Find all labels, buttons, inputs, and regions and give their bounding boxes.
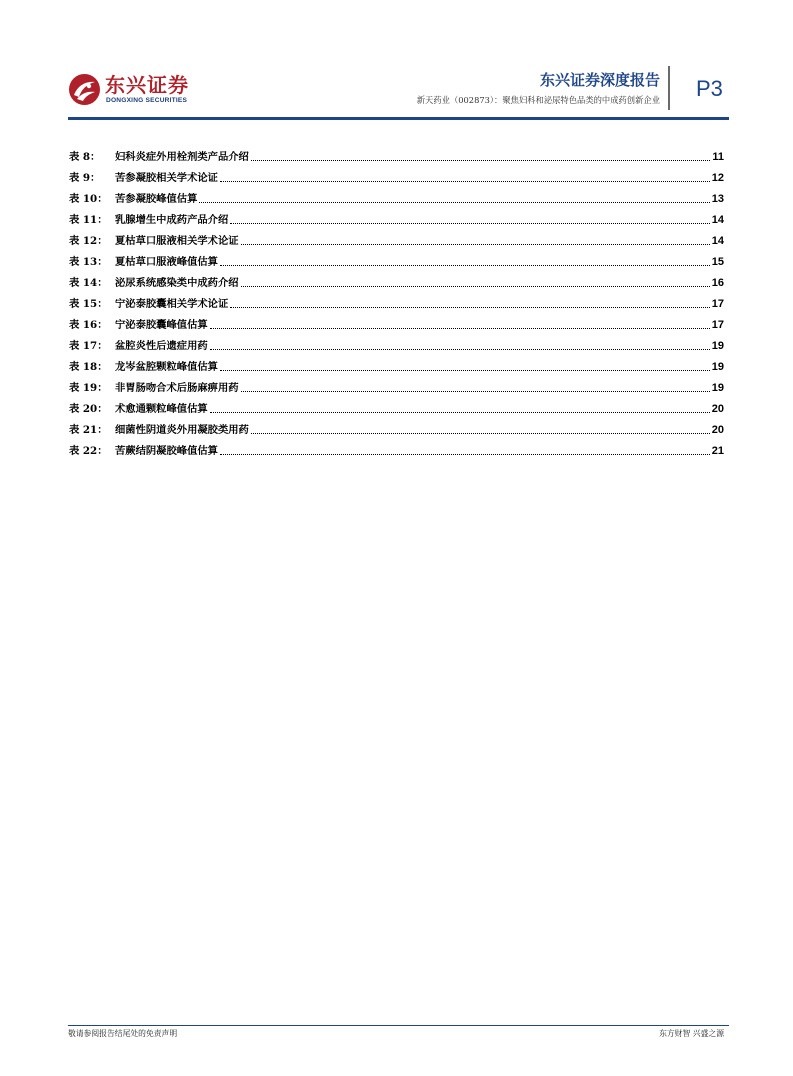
logo-english-name: DONGXING SECURITIES	[106, 97, 188, 104]
toc-label: 表 15：	[69, 298, 108, 310]
toc-label: 表 10：	[69, 193, 108, 205]
toc-title: 苦参凝胶相关学术论证	[115, 172, 218, 184]
toc-leader	[210, 348, 710, 350]
toc-row[interactable]	[69, 353, 724, 374]
toc-title: 非胃肠吻合术后肠麻痹用药	[115, 382, 239, 394]
toc-row[interactable]	[69, 164, 724, 185]
toc-title: 盆腔炎性后遗症用药	[115, 340, 208, 352]
toc-page: 13	[711, 193, 724, 205]
toc-page: 11	[712, 151, 724, 163]
toc-label: 表 14：	[69, 277, 108, 289]
toc-page: 16	[711, 277, 724, 289]
toc-leader	[241, 243, 710, 245]
toc-row[interactable]	[69, 290, 724, 311]
toc-title: 术愈通颗粒峰值估算	[115, 403, 208, 415]
report-subtitle: 新天药业（002873）：聚焦妇科和泌尿特色品类的中成药创新企业	[416, 95, 660, 105]
toc-title: 泌尿系统感染类中成药介绍	[115, 277, 239, 289]
toc-leader	[230, 222, 709, 224]
toc-page: 20	[711, 403, 724, 415]
toc-row[interactable]	[69, 395, 724, 416]
header-divider	[668, 66, 670, 110]
toc-page: 12	[711, 172, 724, 184]
toc-row[interactable]	[69, 185, 724, 206]
toc-page: 19	[711, 361, 724, 373]
toc-page: 17	[711, 319, 724, 331]
toc-page: 14	[711, 235, 724, 247]
toc-leader	[241, 285, 710, 287]
toc-row[interactable]	[69, 311, 724, 332]
toc-leader	[241, 390, 710, 392]
toc-row[interactable]	[69, 332, 724, 353]
toc-title: 苦参凝胶峰值估算	[115, 193, 198, 205]
logo-chinese-name: 东兴证券	[105, 73, 189, 97]
toc-title: 妇科炎症外用栓剂类产品介绍	[115, 151, 249, 163]
toc-row[interactable]	[69, 248, 724, 269]
toc-page: 21	[711, 445, 724, 457]
toc-page: 17	[711, 298, 724, 310]
toc-leader	[220, 180, 710, 182]
toc-label: 表 20：	[69, 403, 108, 415]
toc-label: 表 18：	[69, 361, 108, 373]
toc-page: 20	[711, 424, 724, 436]
toc-title: 苦蕨结阴凝胶峰值估算	[115, 445, 218, 457]
toc-leader	[230, 306, 709, 308]
toc-label: 表 21：	[69, 424, 108, 436]
report-title: 东兴证券深度报告	[539, 71, 660, 89]
toc-label: 表 12：	[69, 235, 108, 247]
footer-rule	[68, 1025, 729, 1026]
toc-title: 夏枯草口服液峰值估算	[115, 256, 218, 268]
toc-label: 表 13：	[69, 256, 108, 268]
toc-leader	[220, 264, 710, 266]
toc-label: 表 17：	[69, 340, 108, 352]
toc-leader	[251, 432, 710, 434]
toc-title: 夏枯草口服液相关学术论证	[115, 235, 239, 247]
company-logo	[68, 73, 248, 107]
toc-leader	[220, 453, 710, 455]
toc-leader	[220, 369, 710, 371]
header-rule	[68, 117, 729, 120]
toc-row[interactable]	[69, 416, 724, 437]
toc-leader	[199, 201, 709, 203]
toc-leader	[210, 327, 710, 329]
toc-row[interactable]	[69, 143, 724, 164]
toc-label: 表 22：	[69, 445, 108, 457]
toc-title: 宁泌泰胶囊峰值估算	[115, 319, 208, 331]
toc-label: 表 11：	[69, 214, 108, 226]
footer-disclaimer: 敬请参阅报告结尾处的免责声明	[68, 1029, 178, 1038]
toc-label: 表 19：	[69, 382, 108, 394]
toc-page: 19	[711, 382, 724, 394]
toc-row[interactable]	[69, 437, 724, 458]
toc-title: 细菌性阴道炎外用凝胶类用药	[115, 424, 249, 436]
toc-label: 表 16：	[69, 319, 108, 331]
toc-title: 乳腺增生中成药产品介绍	[115, 214, 229, 226]
toc-row[interactable]	[69, 269, 724, 290]
toc-row[interactable]	[69, 374, 724, 395]
dongxing-logo-icon	[68, 73, 101, 106]
toc-row[interactable]	[69, 206, 724, 227]
toc-page: 15	[711, 256, 724, 268]
toc-leader	[210, 411, 710, 413]
table-of-contents	[69, 143, 724, 458]
toc-title: 宁泌泰胶囊相关学术论证	[115, 298, 229, 310]
page-number: P3	[696, 76, 723, 101]
toc-label: 表 8：	[69, 151, 101, 163]
toc-page: 19	[711, 340, 724, 352]
toc-title: 龙岑盆腔颗粒峰值估算	[115, 361, 218, 373]
toc-leader	[251, 159, 711, 161]
footer-slogan: 东方财智 兴盛之源	[659, 1029, 724, 1038]
toc-row[interactable]	[69, 227, 724, 248]
toc-page: 14	[711, 214, 724, 226]
toc-label: 表 9：	[69, 172, 101, 184]
